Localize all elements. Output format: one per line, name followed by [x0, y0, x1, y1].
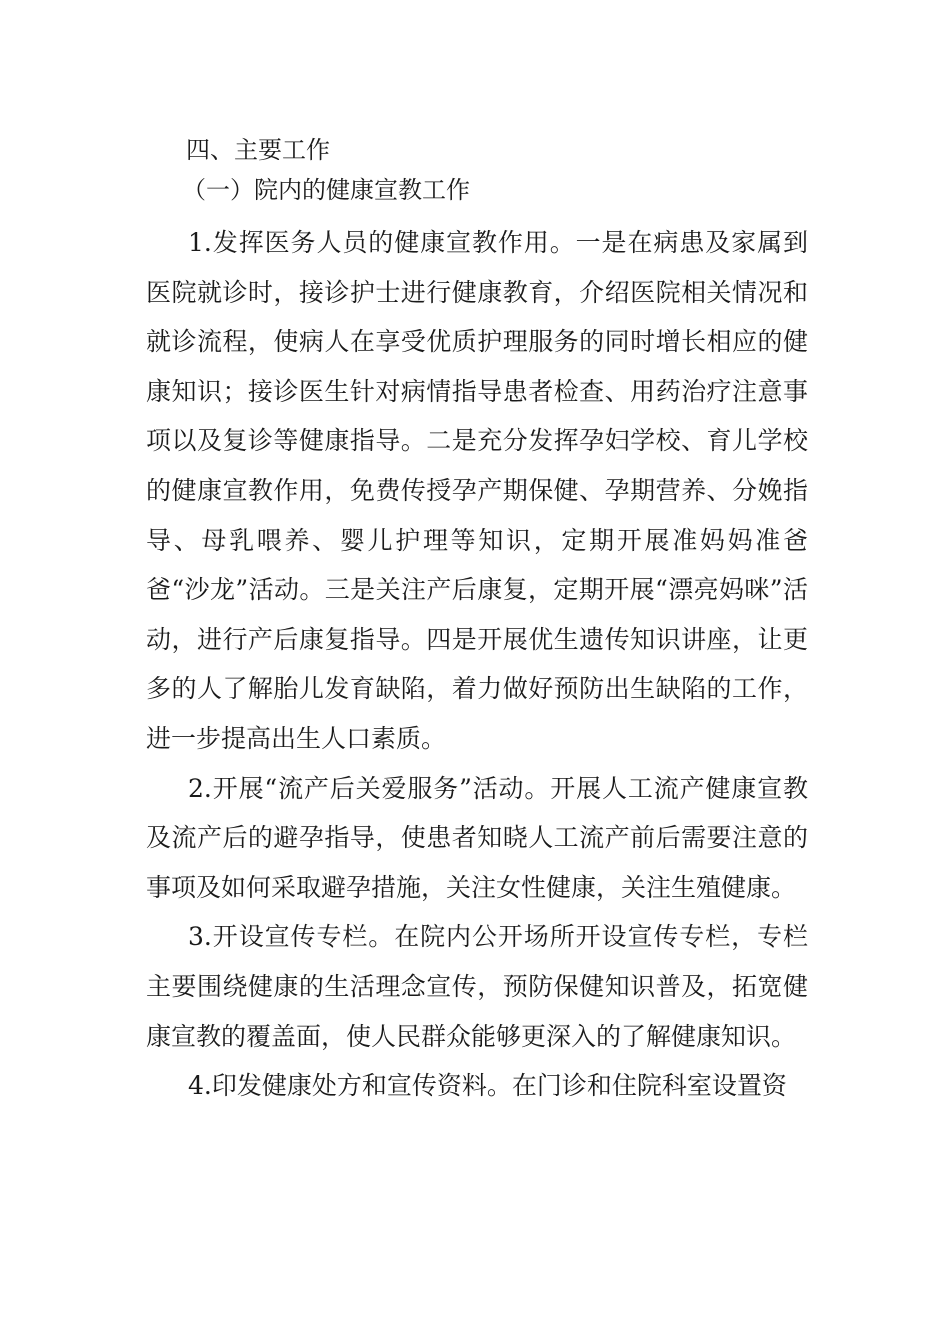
- paragraph-1: 1.发挥医务人员的健康宣教作用。一是在病患及家属到医院就诊时，接诊护士进行健康教育，介绍医院相关情况和就诊流程，使病人在享受优质护理服务的同时增长相应的健康知识；接诊医生针对病情指导患者检查、用药治疗注意事项以及复诊等健康指导。二是充分发挥孕妇学校、育儿学校的健康宣教作用，免费传授孕产期保健、孕期营养、分娩指导、母乳喂养、婴儿护理等知识，定期开展准妈妈准爸爸“沙龙”活动。三是关注产后康复，定期开展“漂亮妈咪”活动，进行产后康复指导。四是开展优生遗传知识讲座，让更多的人了解胎儿发育缺陷，着力做好预防出生缺陷的工作，进一步提高出生人口素质。: [146, 228, 808, 753]
- paragraph-3: 3.开设宣传专栏。在院内公开场所开设宣传专栏，专栏主要围绕健康的生活理念宣传，预防保健知识普及，拓宽健康宣教的覆盖面，使人民群众能够更深入的了解健康知识。: [146, 922, 808, 1051]
- subsection-heading: （一）院内的健康宣教工作: [182, 176, 470, 204]
- section-heading: 四、主要工作: [186, 136, 330, 164]
- paragraph-2: 2.开展“流产后关爱服务”活动。开展人工流产健康宣教及流产后的避孕指导，使患者知晓人工流产前后需要注意的事项及如何采取避孕措施，关注女性健康，关注生殖健康。: [146, 773, 808, 902]
- paragraph-4: 4.印发健康处方和宣传资料。在门诊和住院科室设置资: [188, 1071, 787, 1101]
- document-page: [146, 130, 808, 1111]
